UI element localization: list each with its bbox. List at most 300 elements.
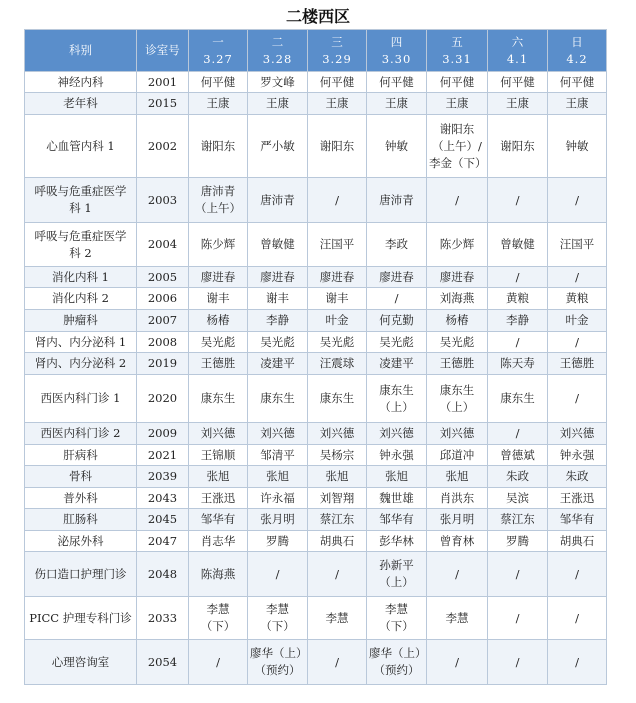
doctor-cell (488, 72, 548, 93)
room-cell (137, 531, 189, 552)
cell-text: 伤口造口护理门诊 (34, 566, 127, 581)
cell-text: 刘兴德 (260, 426, 295, 440)
cell-text: 2039 (147, 469, 178, 483)
doctor-cell (248, 423, 308, 445)
cell-text: 严小敏 (260, 138, 295, 153)
cell-text: 汪国平 (319, 237, 355, 251)
room-cell (137, 640, 189, 685)
cell-text: 邱道冲 (439, 447, 475, 462)
doctor-cell (248, 531, 308, 552)
cell-text: 黄粮 (565, 291, 589, 305)
cell-text: / (394, 291, 399, 305)
doctor-cell (189, 288, 248, 310)
cell-text: / (515, 269, 520, 284)
doctor-cell (367, 509, 427, 531)
cell-text: 汪震球 (319, 356, 355, 370)
doctor-cell (548, 445, 607, 466)
cell-text: 2006 (147, 291, 178, 305)
cell-text: 王康 (506, 96, 529, 110)
doctor-cell (427, 488, 488, 509)
cell-text: 张月明 (260, 512, 295, 526)
doctor-cell (548, 488, 607, 509)
cell-text: 肾内、内分泌科 1 (34, 334, 127, 349)
cell-text: （下） (200, 619, 236, 633)
cell-text: 2033 (147, 610, 178, 625)
doctor-cell (548, 509, 607, 531)
cell-text: 2004 (147, 237, 178, 251)
header-day: 二 3.28 (248, 30, 308, 72)
cell-text: 何平健 (319, 74, 355, 89)
dept-cell (25, 488, 137, 509)
cell-text: 廖进春 (260, 269, 295, 284)
doctor-cell (548, 178, 607, 223)
cell-text: / (515, 610, 520, 625)
cell-text: 魏世雄 (379, 490, 414, 505)
table-row (25, 531, 607, 552)
doctor-cell (427, 288, 488, 310)
cell-text: 杨椿 (445, 313, 469, 327)
doctor-cell (308, 640, 367, 685)
doctor-cell (548, 375, 607, 423)
room-cell (137, 288, 189, 310)
cell-text: 谢丰 (325, 291, 349, 305)
doctor-cell (308, 353, 367, 375)
cell-text: 吴光彪 (439, 334, 475, 349)
doctor-cell (308, 423, 367, 445)
doctor-cell (548, 552, 607, 597)
dept-cell (25, 288, 137, 310)
doctor-cell (189, 223, 248, 267)
cell-text: 陈少辉 (439, 237, 475, 251)
cell-text: 王康 (266, 96, 289, 110)
doctor-cell (248, 332, 308, 353)
cell-text: 唐沛青 (200, 184, 236, 198)
room-cell (137, 332, 189, 353)
cell-text: / (455, 566, 459, 581)
room-cell (137, 223, 189, 267)
doctor-cell (308, 332, 367, 353)
cell-text: 朱政 (506, 469, 529, 483)
room-cell (137, 72, 189, 93)
room-cell (137, 466, 189, 488)
cell-text: 骨科 (69, 469, 92, 483)
doctor-cell (248, 466, 308, 488)
cell-text: / (335, 654, 339, 669)
cell-text: 吴滨 (506, 490, 529, 505)
cell-text: 罗文峰 (260, 74, 295, 89)
doctor-cell (367, 488, 427, 509)
table-row (25, 597, 607, 640)
doctor-cell (367, 640, 427, 685)
doctor-cell (248, 488, 308, 509)
doctor-cell (488, 488, 548, 509)
cell-text: 唐沛青 (260, 192, 295, 207)
cell-text: / (515, 654, 520, 669)
cell-text: 泌尿外科 (57, 533, 104, 548)
cell-text: （预约） (254, 663, 301, 677)
room-cell (137, 423, 189, 445)
cell-text: / (515, 334, 520, 349)
doctor-cell (367, 93, 427, 115)
doctor-cell (248, 552, 308, 597)
cell-text: 肿瘤科 (63, 313, 98, 327)
cell-text: 李慧 (266, 602, 289, 616)
doctor-cell (427, 445, 488, 466)
cell-text: 2005 (147, 269, 178, 284)
room-cell (137, 375, 189, 423)
cell-text: 廖华（上） (369, 646, 427, 660)
doctor-cell (427, 640, 488, 685)
doctor-cell (308, 375, 367, 423)
cell-text: 康东生 (200, 391, 236, 405)
doctor-cell (248, 640, 308, 685)
table-row (25, 178, 607, 223)
doctor-cell (427, 267, 488, 288)
cell-text: 刘兴德 (379, 426, 414, 440)
doctor-cell (548, 332, 607, 353)
room-cell (137, 488, 189, 509)
doctor-cell (427, 375, 488, 423)
schedule-table (24, 29, 607, 685)
cell-text: 康东生 (260, 391, 295, 405)
cell-text: 康东生 (439, 382, 475, 397)
doctor-cell (189, 178, 248, 223)
dept-cell (25, 223, 137, 267)
cell-text: 王康 (206, 96, 230, 110)
cell-text: 刘兴德 (559, 426, 595, 440)
doctor-cell (427, 552, 488, 597)
cell-text: 张旭 (385, 469, 408, 483)
cell-text: 王涨迅 (559, 490, 595, 505)
dept-cell (25, 597, 137, 640)
cell-text: 王德胜 (200, 356, 236, 370)
cell-text: （预约） (373, 663, 420, 677)
doctor-cell (488, 353, 548, 375)
table-row (25, 488, 607, 509)
doctor-cell (248, 353, 308, 375)
cell-text: 科 2 (69, 245, 92, 260)
doctor-cell (488, 223, 548, 267)
cell-text: 曾育林 (439, 533, 475, 548)
doctor-cell (427, 353, 488, 375)
doctor-cell (488, 466, 548, 488)
cell-text: 钟敏 (565, 138, 589, 153)
cell-text: 钟永强 (379, 447, 414, 462)
cell-text: 2048 (147, 566, 178, 581)
doctor-cell (488, 267, 548, 288)
cell-text: 消化内科 2 (52, 291, 109, 305)
room-cell (137, 597, 189, 640)
cell-text: 刘兴德 (439, 426, 475, 440)
header-day: 五 3.31 (427, 30, 488, 72)
cell-text: 谢阳东 (200, 138, 236, 153)
doctor-cell (427, 332, 488, 353)
doctor-cell (488, 597, 548, 640)
cell-text: 曾敏健 (500, 237, 535, 251)
cell-text: 张月明 (439, 512, 475, 526)
cell-text: 呼吸与危重症医学 (34, 184, 127, 198)
header-day: 三 3.29 (308, 30, 367, 72)
cell-text: / (335, 566, 339, 581)
room-cell (137, 267, 189, 288)
header-day: 日 4.2 (548, 30, 607, 72)
doctor-cell (189, 375, 248, 423)
cell-text: 汪国平 (559, 237, 595, 251)
table-row (25, 375, 607, 423)
table-row (25, 445, 607, 466)
room-cell (137, 93, 189, 115)
cell-text: 李慧 (325, 610, 349, 625)
cell-text: 凌建平 (260, 356, 295, 370)
doctor-cell (548, 353, 607, 375)
doctor-cell (548, 93, 607, 115)
doctor-cell (189, 640, 248, 685)
cell-text: 何平健 (200, 74, 236, 89)
doctor-cell (308, 93, 367, 115)
cell-text: 邹华有 (200, 512, 236, 526)
cell-text: 李静 (506, 313, 529, 327)
cell-text: 2019 (147, 356, 178, 370)
cell-text: 肝病科 (63, 447, 98, 462)
doctor-cell (189, 466, 248, 488)
cell-text: 廖进春 (379, 269, 414, 284)
doctor-cell (427, 223, 488, 267)
cell-text: 康东生 (379, 382, 414, 397)
cell-text: 肾内、内分泌科 2 (34, 356, 127, 370)
cell-text: 邹华有 (379, 512, 414, 526)
doctor-cell (488, 288, 548, 310)
table-row (25, 640, 607, 685)
doctor-cell (248, 267, 308, 288)
doctor-cell (308, 115, 367, 178)
table-row (25, 93, 607, 115)
cell-text: 呼吸与危重症医学 (34, 228, 127, 243)
cell-text: 何平健 (379, 74, 414, 89)
table-row (25, 353, 607, 375)
dept-cell (25, 423, 137, 445)
cell-text: 李静 (266, 313, 289, 327)
doctor-cell (548, 531, 607, 552)
doctor-cell (548, 423, 607, 445)
header-day: 四 3.30 (367, 30, 427, 72)
cell-text: 王康 (445, 96, 469, 110)
cell-text: 何平健 (439, 74, 475, 89)
doctor-cell (367, 72, 427, 93)
doctor-cell (189, 72, 248, 93)
cell-text: 谢丰 (206, 291, 230, 305)
cell-text: 2054 (147, 654, 178, 669)
cell-text: 蔡江东 (500, 512, 535, 526)
cell-text: 杨椿 (206, 313, 230, 327)
cell-text: 凌建平 (379, 356, 414, 370)
cell-text: 唐沛青 (379, 192, 414, 207)
header-row (25, 30, 607, 72)
doctor-cell (367, 115, 427, 178)
cell-text: 胡典石 (319, 533, 355, 548)
doctor-cell (367, 288, 427, 310)
doctor-cell (427, 597, 488, 640)
doctor-cell (427, 115, 488, 178)
cell-text: / (216, 654, 220, 669)
cell-text: 谢丰 (266, 291, 289, 305)
cell-text: 胡典石 (559, 533, 595, 548)
doctor-cell (248, 597, 308, 640)
cell-text: 神经内科 (57, 74, 104, 89)
schedule-body (25, 72, 607, 685)
dept-cell (25, 267, 137, 288)
room-cell (137, 445, 189, 466)
doctor-cell (248, 115, 308, 178)
header-day: 一 3.27 (189, 30, 248, 72)
doctor-cell (488, 640, 548, 685)
doctor-cell (308, 178, 367, 223)
cell-text: （上） (379, 399, 414, 414)
room-cell (137, 310, 189, 332)
cell-text: 陈天寿 (500, 356, 535, 370)
cell-text: / (335, 192, 339, 207)
cell-text: 2015 (147, 96, 178, 110)
table-row (25, 466, 607, 488)
cell-text: 彭华林 (379, 533, 414, 548)
doctor-cell (189, 423, 248, 445)
cell-text: 王锦顺 (200, 447, 236, 462)
doctor-cell (367, 531, 427, 552)
cell-text: 张旭 (445, 469, 469, 483)
cell-text: 2002 (147, 138, 178, 153)
doctor-cell (548, 223, 607, 267)
dept-cell (25, 552, 137, 597)
dept-cell (25, 353, 137, 375)
dept-cell (25, 445, 137, 466)
cell-text: 刘海燕 (439, 291, 475, 305)
cell-text: 李慧 (445, 610, 469, 625)
cell-text: 老年科 (63, 96, 98, 110)
doctor-cell (189, 267, 248, 288)
dept-cell (25, 466, 137, 488)
cell-text: 谢阳东 (319, 138, 355, 153)
doctor-cell (189, 115, 248, 178)
cell-text: 李慧 (206, 602, 230, 616)
doctor-cell (427, 423, 488, 445)
cell-text: 科 1 (69, 201, 92, 215)
cell-text: 谢阳东 (500, 138, 535, 153)
page-title: 二楼西区 (285, 7, 350, 26)
cell-text: 王涨迅 (200, 490, 236, 505)
doctor-cell (427, 531, 488, 552)
header-room: 诊室号 (137, 30, 189, 72)
doctor-cell (548, 310, 607, 332)
cell-text: 消化内科 1 (52, 269, 109, 284)
cell-text: 廖华（上） (250, 646, 308, 660)
doctor-cell (367, 375, 427, 423)
doctor-cell (308, 72, 367, 93)
doctor-cell (189, 310, 248, 332)
doctor-cell (548, 640, 607, 685)
cell-text: 许永福 (260, 490, 295, 505)
doctor-cell (367, 353, 427, 375)
doctor-cell (248, 310, 308, 332)
doctor-cell (548, 72, 607, 93)
dept-cell (25, 178, 137, 223)
cell-text: 刘兴德 (319, 426, 355, 440)
cell-text: 李金（下） (429, 155, 487, 170)
doctor-cell (248, 375, 308, 423)
doctor-cell (427, 93, 488, 115)
cell-text: / (515, 426, 520, 440)
table-row (25, 72, 607, 93)
doctor-cell (189, 93, 248, 115)
cell-text: / (575, 334, 579, 349)
cell-text: / (455, 654, 459, 669)
cell-text: / (575, 654, 579, 669)
cell-text: 钟敏 (385, 138, 408, 153)
cell-text: / (455, 192, 459, 207)
doctor-cell (427, 509, 488, 531)
dept-cell (25, 332, 137, 353)
cell-text: （上午） (195, 201, 241, 215)
room-cell (137, 552, 189, 597)
cell-text: 肖洪东 (439, 490, 475, 505)
cell-text: 钟永强 (559, 447, 595, 462)
cell-text: 2007 (147, 313, 178, 327)
doctor-cell (488, 531, 548, 552)
doctor-cell (367, 267, 427, 288)
doctor-cell (488, 178, 548, 223)
table-row (25, 423, 607, 445)
cell-text: 罗腾 (506, 533, 529, 548)
dept-cell (25, 72, 137, 93)
dept-cell (25, 531, 137, 552)
doctor-cell (308, 267, 367, 288)
doctor-cell (189, 488, 248, 509)
dept-cell (25, 93, 137, 115)
doctor-cell (488, 93, 548, 115)
cell-text: 王康 (385, 96, 408, 110)
table-row (25, 332, 607, 353)
doctor-cell (248, 288, 308, 310)
cell-text: / (275, 566, 280, 581)
cell-text: 陈海燕 (200, 566, 236, 581)
cell-text: 2003 (147, 192, 178, 207)
cell-text: 2009 (147, 426, 178, 440)
dept-cell (25, 375, 137, 423)
doctor-cell (548, 466, 607, 488)
doctor-cell (248, 509, 308, 531)
cell-text: 2020 (147, 391, 178, 405)
cell-text: / (515, 192, 520, 207)
cell-text: 李慧 (385, 602, 408, 616)
doctor-cell (548, 115, 607, 178)
doctor-cell (488, 310, 548, 332)
cell-text: （上） (379, 575, 414, 589)
cell-text: 叶金 (565, 313, 589, 327)
cell-text: 曾敏健 (260, 237, 295, 251)
cell-text: 张旭 (266, 469, 289, 483)
table-row (25, 223, 607, 267)
doctor-cell (248, 72, 308, 93)
doctor-cell (189, 353, 248, 375)
cell-text: 吴光彪 (260, 334, 295, 349)
cell-text: 孙新平 (379, 558, 414, 572)
doctor-cell (488, 509, 548, 531)
doctor-cell (308, 466, 367, 488)
cell-text: 廖进春 (200, 269, 236, 284)
cell-text: / (575, 192, 579, 207)
cell-text: 朱政 (565, 469, 589, 483)
table-row (25, 288, 607, 310)
cell-text: 廖进春 (439, 269, 475, 284)
doctor-cell (248, 93, 308, 115)
